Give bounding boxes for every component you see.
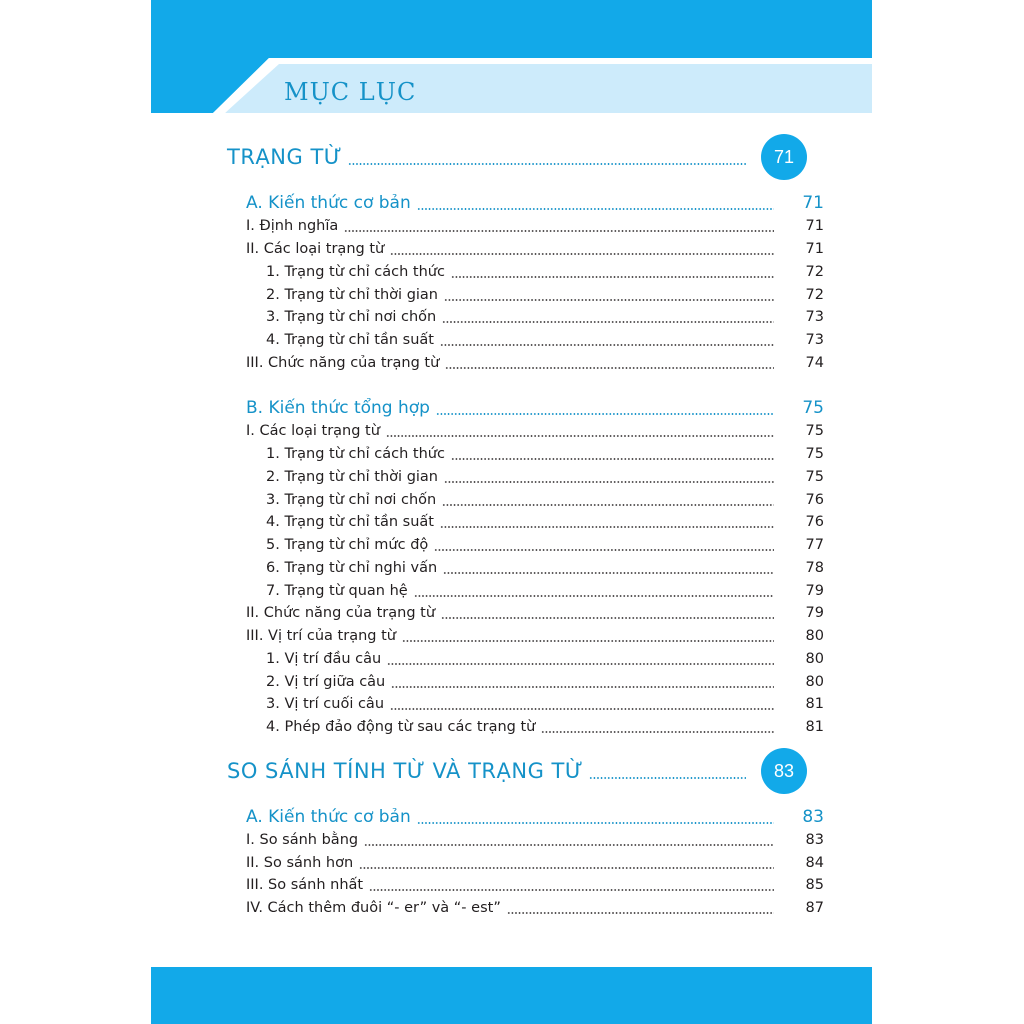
dot-leader — [507, 912, 774, 914]
dot-leader — [390, 253, 774, 255]
page-number: 78 — [805, 560, 824, 576]
toc-entry[interactable] — [151, 874, 824, 896]
page-number: 83 — [802, 807, 824, 827]
chapter-page-badge: 83 — [761, 748, 807, 794]
toc-page — [151, 0, 872, 1024]
dot-leader — [440, 344, 774, 346]
dot-leader — [387, 663, 774, 665]
page-number: 75 — [805, 423, 824, 439]
toc-entry[interactable] — [151, 557, 824, 579]
dot-leader — [444, 299, 774, 301]
toc-entry[interactable] — [151, 716, 824, 738]
page-number: 75 — [805, 446, 824, 462]
section-row[interactable] — [151, 191, 824, 215]
entry-label: III. So sánh nhất — [246, 877, 364, 893]
page-number: 76 — [805, 492, 824, 508]
entry-label: 7. Trạng từ quan hệ — [266, 583, 408, 599]
dot-leader — [441, 617, 774, 619]
dot-leader — [451, 276, 774, 278]
page-number: 76 — [805, 514, 824, 530]
toc-entry[interactable] — [151, 602, 824, 624]
page-number: 83 — [805, 832, 824, 848]
chapter-row[interactable] — [151, 142, 748, 172]
toc-entry[interactable] — [151, 261, 824, 283]
entry-label: 6. Trạng từ chỉ nghi vấn — [266, 560, 438, 576]
page-number: 79 — [805, 583, 824, 599]
page-number: 81 — [805, 696, 824, 712]
page-number: 75 — [802, 398, 824, 418]
entry-label: I. Các loại trạng từ — [246, 423, 380, 439]
chapter-title: TRẠNG TỪ — [227, 145, 343, 169]
entry-label: II. Chức năng của trạng từ — [246, 605, 436, 621]
page-number: 71 — [802, 193, 824, 213]
page-number: 74 — [805, 355, 824, 371]
entry-label: II. Các loại trạng từ — [246, 241, 385, 257]
entry-label: 1. Trạng từ chỉ cách thức — [266, 264, 445, 280]
toc-entry[interactable] — [151, 580, 824, 602]
toc-entry[interactable] — [151, 352, 824, 374]
bottom-color-band — [151, 967, 872, 1024]
entry-label: 4. Phép đảo động từ sau các trạng từ — [266, 719, 536, 735]
entry-label: 1. Trạng từ chỉ cách thức — [266, 446, 445, 462]
entry-label: 2. Trạng từ chỉ thời gian — [266, 287, 438, 303]
entry-label: IV. Cách thêm đuôi “- er” và “- est” — [246, 900, 501, 916]
page-number: 87 — [805, 900, 824, 916]
top-color-band — [151, 0, 872, 58]
toc-title: MỤC LỤC — [284, 78, 417, 106]
toc-entry[interactable] — [151, 852, 824, 874]
chapter-title: SO SÁNH TÍNH TỪ VÀ TRẠNG TỪ — [227, 759, 584, 783]
entry-label: II. So sánh hơn — [246, 855, 354, 871]
page-number: 77 — [805, 537, 824, 553]
toc-entry[interactable] — [151, 671, 824, 693]
toc-entry[interactable] — [151, 648, 824, 670]
entry-label: 1. Vị trí đầu câu — [266, 651, 382, 667]
dot-leader — [442, 321, 774, 323]
dot-leader — [386, 435, 774, 437]
dot-leader — [391, 686, 774, 688]
entry-label: 4. Trạng từ chỉ tần suất — [266, 514, 434, 530]
page-number: 71 — [805, 218, 824, 234]
section-title: A. Kiến thức cơ bản — [246, 193, 411, 213]
toc-entry[interactable] — [151, 215, 824, 237]
page-number: 79 — [805, 605, 824, 621]
toc-entry[interactable] — [151, 489, 824, 511]
dot-leader — [417, 208, 774, 210]
toc-entry[interactable] — [151, 625, 824, 647]
dot-leader — [443, 572, 774, 574]
chapter-row[interactable] — [151, 756, 748, 786]
page-number: 85 — [805, 877, 824, 893]
dot-leader — [414, 595, 774, 597]
page-number: 73 — [805, 332, 824, 348]
toc-entry[interactable] — [151, 284, 824, 306]
section-title: B. Kiến thức tổng hợp — [246, 398, 430, 418]
dot-leader — [344, 230, 774, 232]
section-title: A. Kiến thức cơ bản — [246, 807, 411, 827]
page-number: 72 — [805, 287, 824, 303]
dot-leader — [402, 640, 774, 642]
entry-label: 4. Trạng từ chỉ tần suất — [266, 332, 434, 348]
dot-leader — [348, 163, 746, 165]
dot-leader — [390, 708, 774, 710]
dot-leader — [417, 822, 774, 824]
toc-entry[interactable] — [151, 443, 824, 465]
page-number: 72 — [805, 264, 824, 280]
section-row[interactable] — [151, 805, 824, 829]
page-number: 81 — [805, 719, 824, 735]
entry-label: III. Vị trí của trạng từ — [246, 628, 396, 644]
entry-label: 3. Trạng từ chỉ nơi chốn — [266, 492, 437, 508]
toc-entry[interactable] — [151, 420, 824, 442]
entry-label: I. Định nghĩa — [246, 218, 339, 234]
toc-entry[interactable] — [151, 693, 824, 715]
dot-leader — [589, 777, 746, 779]
dot-leader — [444, 481, 774, 483]
dot-leader — [434, 549, 774, 551]
page-number: 80 — [805, 628, 824, 644]
dot-leader — [445, 367, 774, 369]
dot-leader — [442, 504, 774, 506]
title-band-shape — [151, 58, 872, 113]
page-number: 84 — [805, 855, 824, 871]
page-number: 73 — [805, 309, 824, 325]
toc-entry[interactable] — [151, 534, 824, 556]
entry-label: 3. Vị trí cuối câu — [266, 696, 385, 712]
dot-leader — [364, 844, 774, 846]
entry-label: 2. Trạng từ chỉ thời gian — [266, 469, 438, 485]
entry-label: III. Chức năng của trạng từ — [246, 355, 440, 371]
chapter-page-badge: 71 — [761, 134, 807, 180]
toc-entry[interactable] — [151, 511, 824, 533]
title-band — [151, 58, 872, 113]
page-number: 80 — [805, 674, 824, 690]
page-number: 80 — [805, 651, 824, 667]
toc-entry[interactable] — [151, 238, 824, 260]
entry-label: I. So sánh bằng — [246, 832, 359, 848]
entry-label: 2. Vị trí giữa câu — [266, 674, 386, 690]
entry-label: 3. Trạng từ chỉ nơi chốn — [266, 309, 437, 325]
dot-leader — [451, 458, 774, 460]
toc-entry[interactable] — [151, 829, 824, 851]
dot-leader — [440, 526, 774, 528]
toc-entry[interactable] — [151, 897, 824, 919]
dot-leader — [541, 731, 774, 733]
dot-leader — [436, 413, 774, 415]
page-number: 75 — [805, 469, 824, 485]
dot-leader — [359, 867, 774, 869]
page-number: 71 — [805, 241, 824, 257]
toc-entry[interactable] — [151, 466, 824, 488]
entry-label: 5. Trạng từ chỉ mức độ — [266, 537, 429, 553]
section-row[interactable] — [151, 396, 824, 420]
toc-entry[interactable] — [151, 329, 824, 351]
dot-leader — [369, 889, 774, 891]
toc-entry[interactable] — [151, 306, 824, 328]
